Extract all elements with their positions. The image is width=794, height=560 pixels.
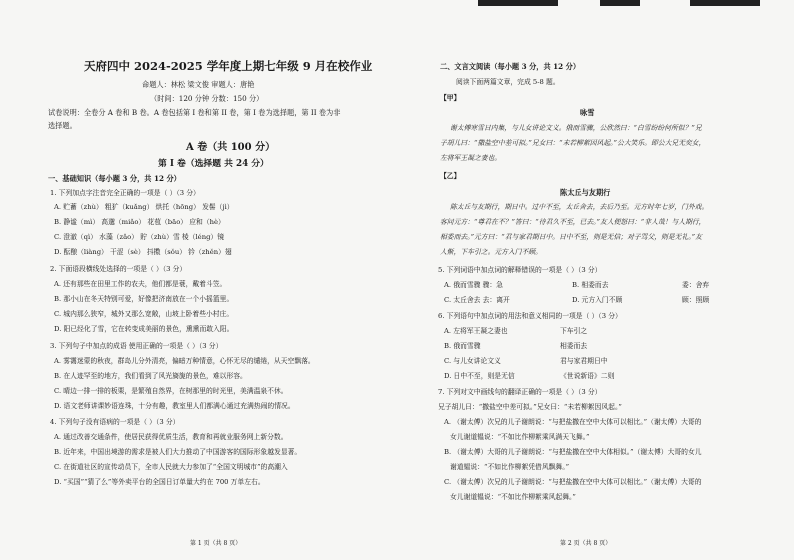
question-7-option-c-cont: 女儿谢道韫说：“不如比作柳絮乘风起舞。” <box>450 493 576 501</box>
question-7-option-b-cont: 谢道韫说：“不如比作柳絮凭借风飘舞。” <box>450 463 570 471</box>
passage-yi-line-4: 人惭，下车引之。元方入门不顾。 <box>440 248 542 256</box>
question-2-option-c: C. 城内那么狭窄，城外又那么宽敞，山坡上卧着些小村庄。 <box>54 310 234 318</box>
question-4-option-d: D. “买国”“猜了么”等外卖平台的全国日订单量大约在 700 万单左右。 <box>54 478 265 486</box>
question-4: 4. 下列句子没有语病的一项是（ ）（3 分） <box>50 418 180 426</box>
question-1-option-d: D. 酝酿（liàng） 干涩（sè） 抖擞（sǒu） 钤（zhěn）翅 <box>54 248 232 256</box>
passage-jia-line-2: 子胡儿曰：“撒盐空中差可拟。”兄女曰：“未若柳絮因风起。”公大笑乐。即公大兄无奕女， <box>440 139 706 147</box>
question-1-option-a: A. 贮蓄（zhù） 粗犷（kuǎng） 烘托（hōng） 发髻（jì） <box>54 203 234 211</box>
reading-intro: 阅读下面两篇文章，完成 5-8 题。 <box>456 78 560 86</box>
question-5-option-b: B. 相委而去 <box>572 281 609 289</box>
question-3: 3. 下列句子中加点的成语 使用正确的一项是（ ）（3 分） <box>50 342 223 350</box>
question-1: 1. 下列加点字注音完全正确的一项是（ ）（3 分） <box>50 189 200 197</box>
question-4-option-b: B. 近年来，中国出境游的需求是被人们大力推动了中国游客的国际形象越发显著。 <box>54 448 302 456</box>
passage-yi-title: 陈太丘与友期行 <box>560 188 611 197</box>
question-7-option-b: B. （谢太傅）大哥的儿子谢朗说：“与把盐撒在空中大体相似。”（谢太傅）大哥的女儿 <box>444 448 702 456</box>
passage-jia-line-3: 左将军王凝之妻也。 <box>440 154 502 162</box>
question-2-option-a: A. 还有那些在田里工作的农夫，他们都是蓑，戴着斗笠。 <box>54 280 227 288</box>
right-page <box>410 0 760 560</box>
question-6-option-b: B. 俄而雪骤 <box>444 342 481 350</box>
question-1-option-b: B. 静谧（mì） 高邈（miǎo） 花苞（bāo） 应和（hè） <box>54 218 225 226</box>
question-5-option-c: C. 太丘舍去 去：离开 <box>444 296 510 304</box>
passage-yi-line-1: 陈太丘与友期行，期日中。过中不至，太丘舍去，去后乃至。元方时年七岁，门外戏。 <box>450 203 709 211</box>
question-2: 2. 下面语段横线处选择的一项是（ ）（3 分） <box>50 265 187 273</box>
question-5: 5. 下列词语中加点词的解释错误的一项是（ ）（3 分） <box>438 266 602 274</box>
question-5-option-d-gloss: 顾：照顾 <box>682 296 710 304</box>
question-5-option-b-gloss: 委：舍弃 <box>682 281 710 289</box>
section-juan-a: A 卷（共 100 分） <box>186 142 276 153</box>
question-4-option-a: A. 通过改善交通条件，使居民获得优质生活，教育和再就业服务网上新分数。 <box>54 433 288 441</box>
question-3-option-b: B. 在人迹罕至的地方，我们看到了风光旖旎的景色，难以形容。 <box>54 372 247 380</box>
exam-authors: 命题人：林松 梁文俊 审题人：唐艳 <box>142 80 255 89</box>
question-6-option-d: D. 日中不至，则是无信 <box>444 372 515 380</box>
passage-yi-label: 【乙】 <box>440 172 461 180</box>
question-6-option-c-pair: 君与家君期日中 <box>560 357 608 365</box>
exam-title: 天府四中 2024-2025 学年度上期七年级 9 月在校作业 <box>84 59 373 73</box>
question-7: 7. 下列对文中画线句的翻译正确的一项是（ ）（3 分） <box>438 388 602 396</box>
question-6-option-d-pair: 《世说新语》二则 <box>560 372 615 380</box>
question-4-option-c: C. 在街道社区的宣传动员下，全市人民就大力参加了“全国文明城市”的高潮入 <box>54 463 288 471</box>
question-3-option-a: A. 雾霭迷蒙的秋夜，群岛儿分外清亮，偏暗万种情意，心怀无尽的缱绻，从天空飘落。 <box>54 357 315 365</box>
question-7-option-c: C. （谢太傅）次兄的儿子谢朗说：“与把盐撒在空中大体可以相比。”（谢太傅）大哥的 <box>444 478 702 486</box>
question-7-source-line: 兄子胡儿曰：“撒盐空中差可拟。”兄女曰：“未若柳絮因风起。” <box>438 403 622 411</box>
exam-time-score: （时间：120 分钟 分数：150 分） <box>150 94 264 103</box>
question-3-option-c: C. 晴边一排一排的板栗，是繁殖自然界，在树那里的时光里，美满温泉不休。 <box>54 387 288 395</box>
instructions-line-1: 试卷说明：全卷分 A 卷和 B 卷。A 卷包括第 I 卷和第 II 卷，第 I 卷为选择题，第 II 卷为非 <box>48 108 341 117</box>
passage-jia-label: 【甲】 <box>440 94 461 102</box>
passage-jia-line-1: 谢太傅寒雪日内集，与儿女讲论文义。俄而雪骤，公欣然曰：“白雪纷纷何所似？”兄 <box>450 124 702 132</box>
question-7-option-a-cont: 女儿谢道韫说：“不如比作柳絮乘风满天飞舞。” <box>450 433 590 441</box>
section-basics: 一、基础知识（每小题 3 分，共 12 分） <box>48 174 181 183</box>
passage-jia-title: 咏雪 <box>580 108 595 117</box>
question-2-option-d: D. 阳已经化了雪，它在转变成美丽的景色，熏熏而敢入阳。 <box>54 325 234 333</box>
section-classical-reading: 二、文言文阅读（每小题 3 分，共 12 分） <box>440 62 581 71</box>
question-5-option-a: A. 俄而雪骤 骤：急 <box>444 281 503 289</box>
question-3-option-d: D. 语文老师讲课妙语连珠，十分有趣，教室里人们都满心通过充满热闹的情况。 <box>54 402 295 410</box>
question-1-option-c: C. 澄澈（qì） 水藻（zǎo） 貯（zhù）雪 棱（léng）镜 <box>54 233 225 241</box>
question-6: 6. 下列语句中加点词的用法和意义相同的一项是（ ）（3 分） <box>438 312 622 320</box>
left-page <box>40 0 390 560</box>
question-5-option-d: D. 元方入门不顾 <box>572 296 623 304</box>
passage-yi-line-3: 相委而去。”元方曰：“君与家君期日中。日中不至，则是无信；对子骂父，则是无礼。”友 <box>440 233 702 241</box>
section-juan-1: 第 I 卷（选择题 共 24 分） <box>158 159 269 169</box>
question-6-option-a: A. 左将军王凝之妻也 <box>444 327 508 335</box>
question-6-option-c: C. 与儿女讲论文义 <box>444 357 501 365</box>
question-7-option-a: A. （谢太傅）次兄的儿子谢朗说：“与把盐撒在空中大体可以相比。”（谢太傅）大哥的 <box>444 418 702 426</box>
page-footer-right: 第 2 页（共 8 页） <box>560 540 612 547</box>
question-2-option-b: B. 那小山在冬天特别可爱，好像把济南放在一个小摇篮里。 <box>54 295 234 303</box>
page-footer-left: 第 1 页（共 8 页） <box>190 540 242 547</box>
question-6-option-a-pair: 下车引之 <box>560 327 588 335</box>
question-6-option-b-pair: 相委而去 <box>560 342 588 350</box>
passage-yi-line-2: 客问元方：“尊君在不？”答曰：“待君久不至，已去。”友人便怒曰：“非人哉！与人期行， <box>440 218 706 226</box>
instructions-line-2: 选择题。 <box>48 121 77 130</box>
